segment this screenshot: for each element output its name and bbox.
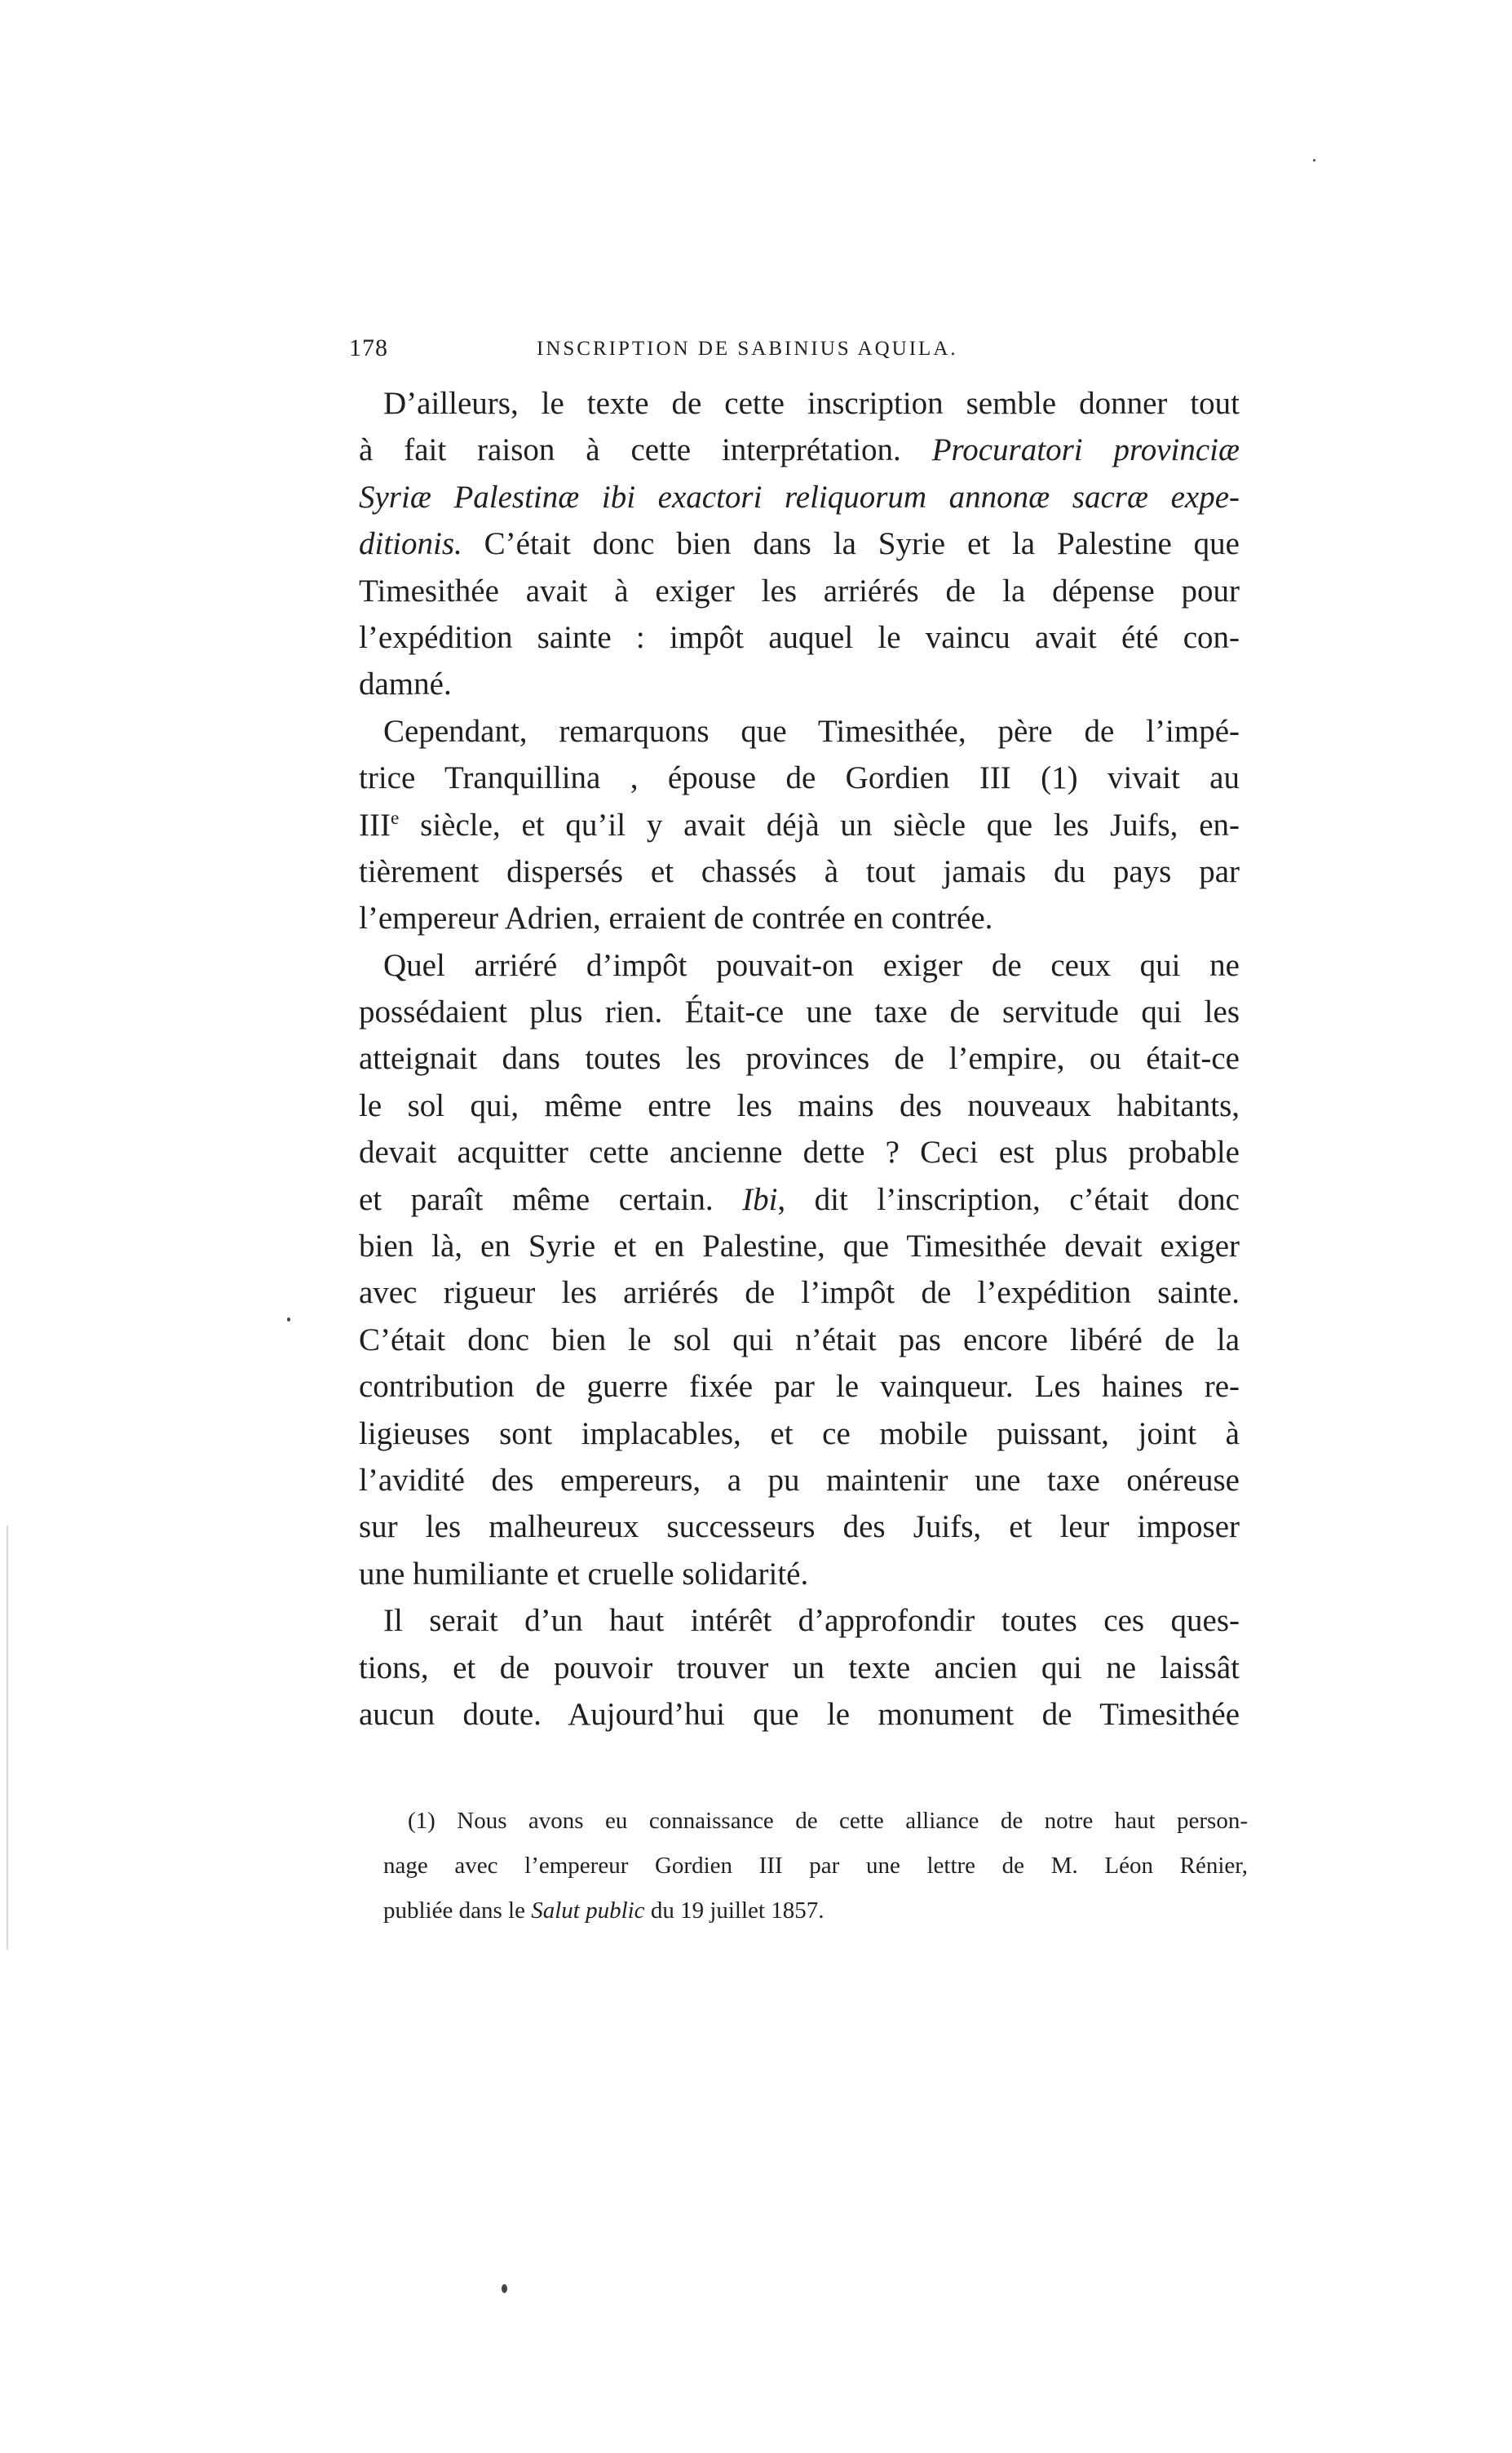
text-line: aucun doute. Aujourd’hui que le monument de Timesithée (359, 1696, 1240, 1732)
newspaper-title: Salut public (531, 1897, 645, 1924)
ink-speck (502, 2284, 507, 2293)
text-line: IIIe siècle, et qu’il y avait déjà un siècle que les Juifs, en- (359, 807, 1240, 843)
text-line: ditionis. C’était donc bien dans la Syrie et la Palestine que (359, 526, 1240, 562)
text-line: et paraît même certain. Ibi, dit l’inscription, c’était donc (359, 1181, 1240, 1217)
ink-speck (1313, 159, 1315, 162)
text-line: Il serait d’un haut intérêt d’approfondir toutes ces ques- (383, 1603, 1240, 1639)
text-line: devait acquitter cette ancienne dette ? Ceci est plus probable (359, 1135, 1240, 1171)
footnote-line: nage avec l’empereur Gordien III par une lettre de M. Léon Rénier, (383, 1853, 1248, 1879)
text-line: Cependant, remarquons que Timesithée, père de l’impé- (383, 713, 1240, 749)
latin-word: Ibi (742, 1181, 778, 1217)
text-line: C’était donc bien le sol qui n’était pas encore libéré de la (359, 1322, 1240, 1357)
text-line: D’ailleurs, le texte de cette inscription semble donner tout (383, 386, 1240, 421)
running-head (349, 334, 1238, 383)
text-line: l’avidité des empereurs, a pu maintenir une taxe onéreuse (359, 1462, 1240, 1498)
footnote-line: (1) Nous avons eu connaissance de cette alliance de notre haut person- (408, 1808, 1248, 1834)
text-line: à fait raison à cette interprétation. Procuratori provinciæ (359, 432, 1240, 468)
text-line: trice Tranquillina , épouse de Gordien III (1) vivait au (359, 760, 1240, 796)
text-line: le sol qui, même entre les mains des nouveaux habitants, (359, 1087, 1240, 1123)
text-line: damné. (359, 666, 452, 702)
text-line: l’expédition sainte : impôt auquel le vaincu avait été con- (359, 619, 1240, 655)
text-line: Timesithée avait à exiger les arriérés de la dépense pour (359, 573, 1240, 609)
running-title: INSCRIPTION DE SABINIUS AQUILA. (537, 338, 958, 360)
ink-speck (287, 1317, 290, 1322)
text-line: une humiliante et cruelle solidarité. (359, 1556, 809, 1592)
text-line: atteignait dans toutes les provinces de l’empire, ou était-ce (359, 1041, 1240, 1077)
text-line: l’empereur Adrien, erraient de contrée en contrée. (359, 901, 993, 936)
page-number: 178 (349, 334, 388, 361)
text-line: tièrement dispersés et chassés à tout jamais du pays par (359, 853, 1240, 889)
text-line: Quel arriéré d’impôt pouvait-on exiger de ceux qui ne (383, 947, 1240, 983)
footnote-line: publiée dans le Salut public du 19 juillet 1857. (383, 1897, 825, 1924)
latin-phrase: ditionis. (359, 526, 462, 562)
scan-margin-edge (7, 1525, 8, 1950)
text-line: bien là, en Syrie et en Palestine, que Timesithée devait exiger (359, 1229, 1240, 1264)
body-text (359, 380, 1240, 1738)
latin-phrase: Syriæ Palestinæ ibi exactori reliquorum annonæ sacræ expe- (359, 479, 1240, 515)
latin-phrase: Procuratori provinciæ (931, 432, 1240, 468)
footnote (383, 1799, 1248, 1933)
text-line: sur les malheureux successeurs des Juifs, et leur imposer (359, 1509, 1240, 1545)
text-line: ligieuses sont implacables, et ce mobile puissant, joint à (359, 1415, 1240, 1451)
text-line: tions, et de pouvoir trouver un texte ancien qui ne laissât (359, 1649, 1240, 1685)
text-line: possédaient plus rien. Était-ce une taxe de servitude qui les (359, 994, 1240, 1030)
text-line: avec rigueur les arriérés de l’impôt de l’expédition sainte. (359, 1275, 1240, 1311)
text-line: contribution de guerre fixée par le vainqueur. Les haines re- (359, 1369, 1240, 1405)
